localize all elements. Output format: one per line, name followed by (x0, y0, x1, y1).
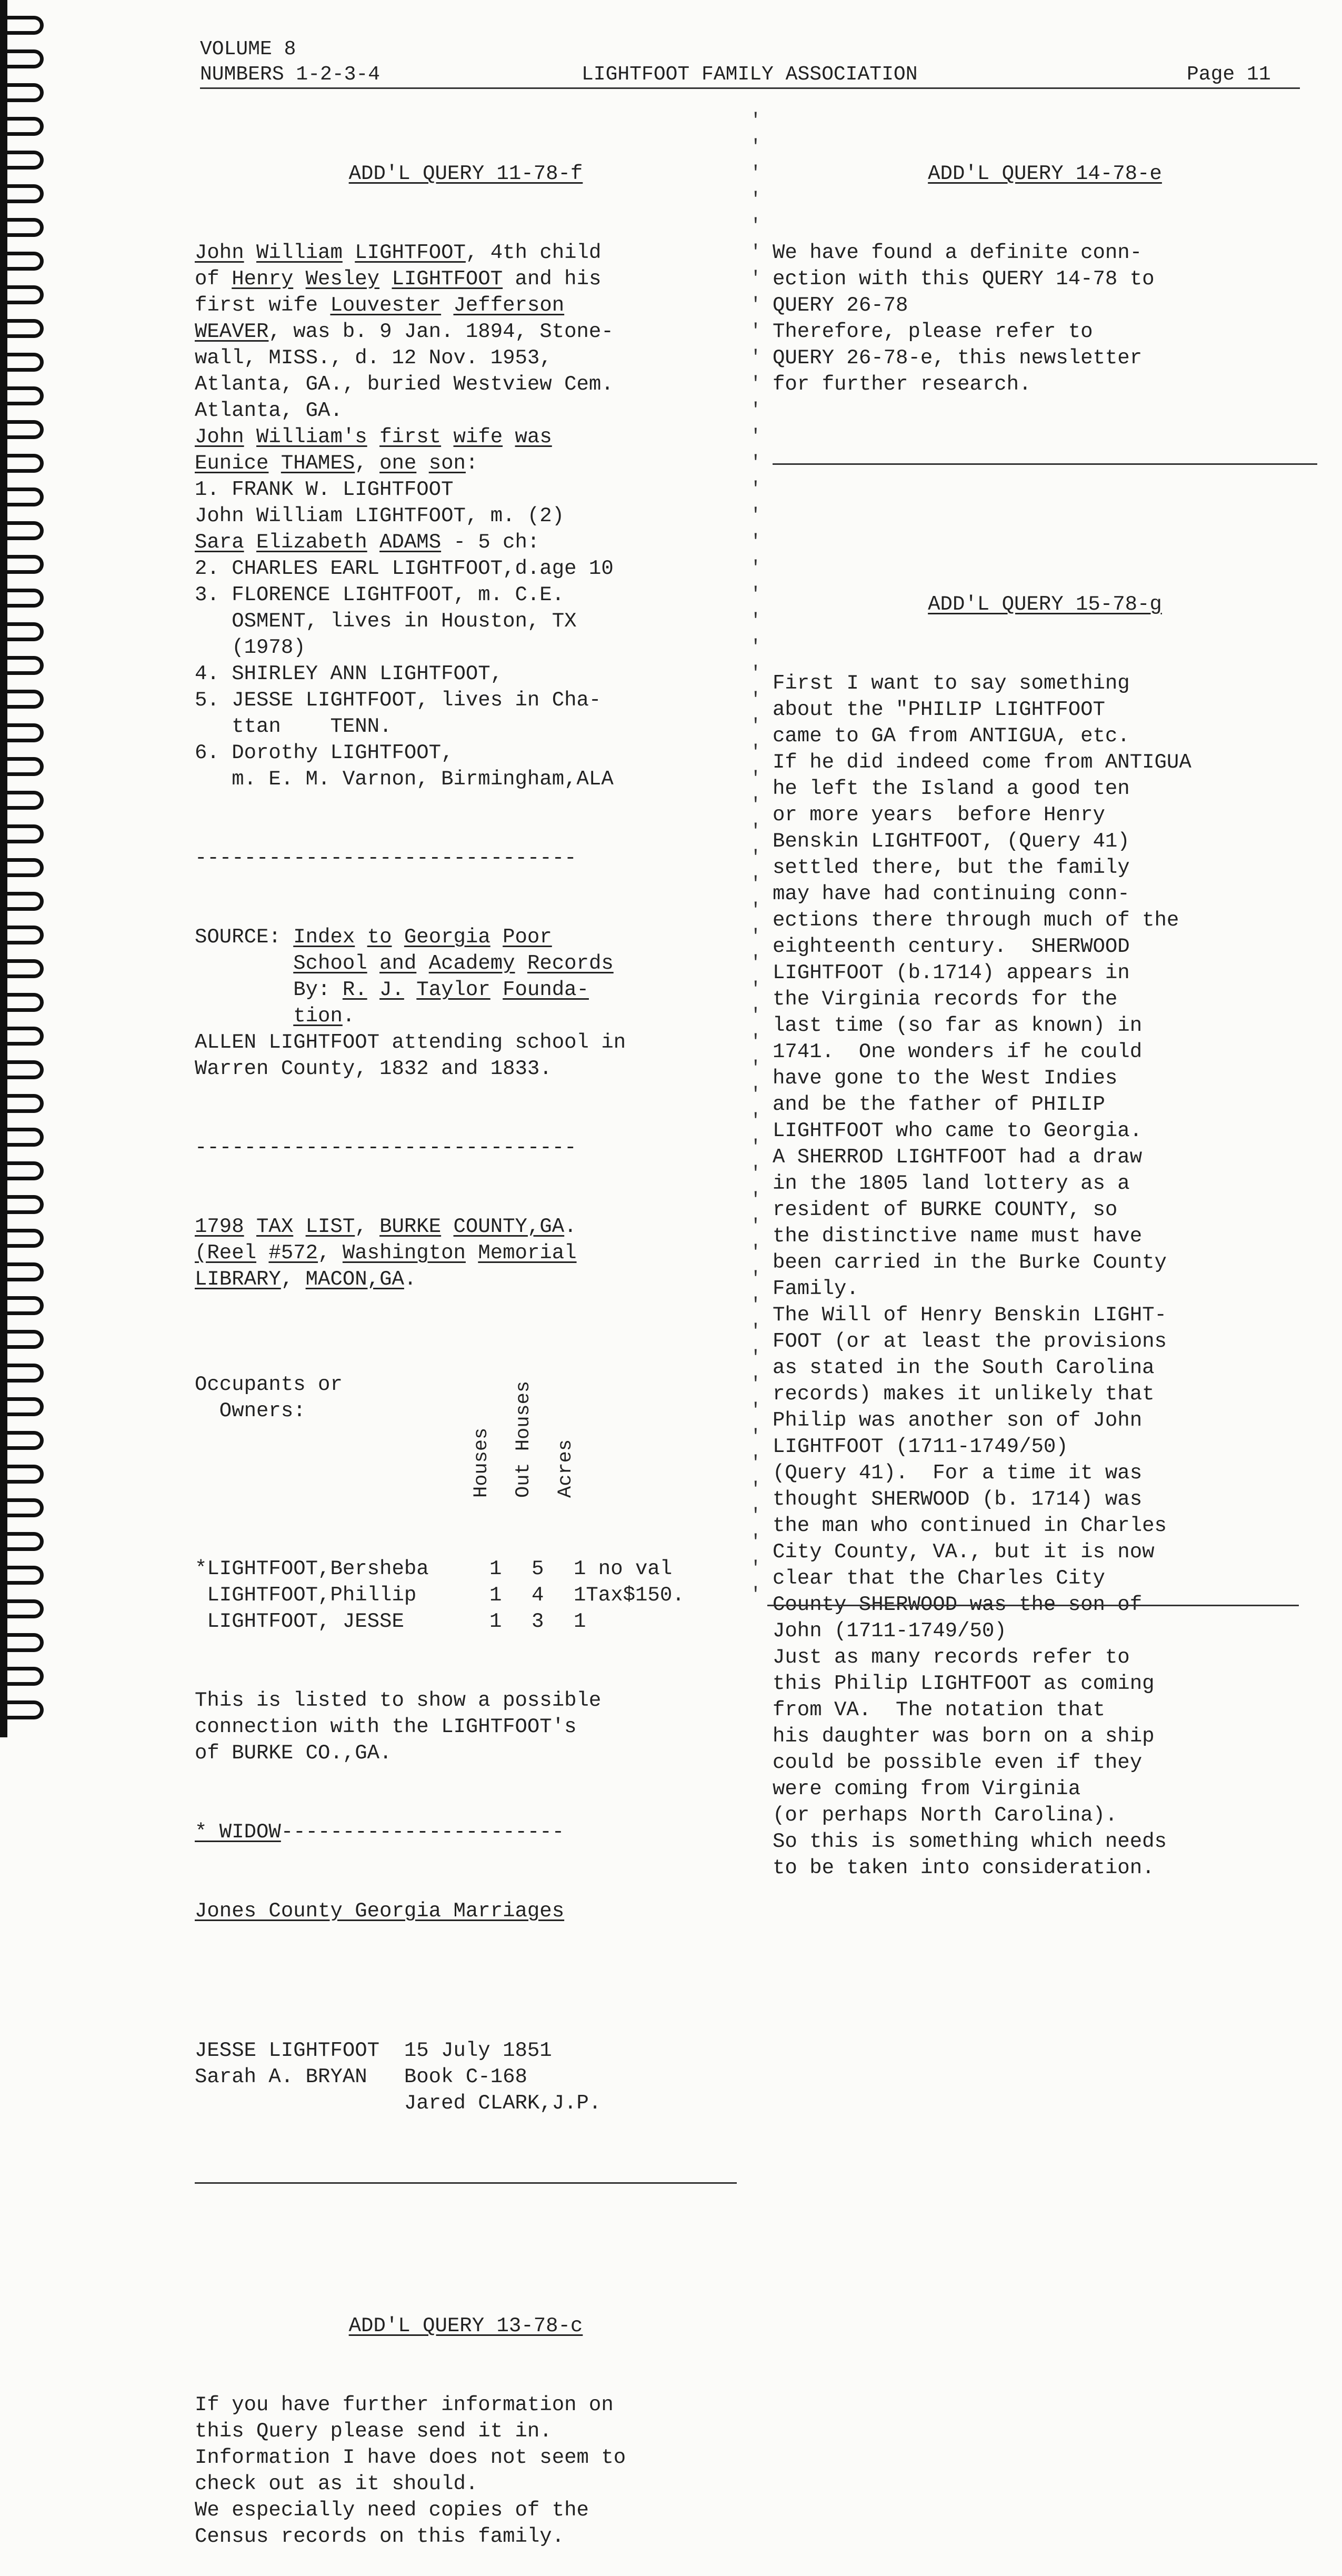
binding-ring (3, 488, 44, 506)
binding-ring (3, 1262, 44, 1281)
text-line: the man who continued in Charles (773, 1514, 1167, 1537)
binding-ring (3, 83, 44, 102)
text-line: and be the father of PHILIP (773, 1093, 1105, 1116)
binding-ring (3, 723, 44, 742)
widow-footnote: * WIDOW----------------------- (195, 1821, 565, 1844)
bottom-rule (767, 1605, 1299, 1606)
marriage-record (195, 2037, 737, 2116)
binding-ring (3, 1599, 44, 1618)
binding-ring (3, 993, 44, 1012)
marriages-heading: Jones County Georgia Marriages (195, 1899, 565, 1923)
tax-table-row (195, 1608, 737, 1635)
tax-cell-out: 4 (532, 1584, 544, 1607)
text-line: of Henry Wesley LIGHTFOOT and his (195, 267, 602, 291)
tax-cell-out: 5 (532, 1557, 544, 1580)
tax-table (195, 1371, 737, 1503)
text-line: Just as many records refer to (773, 1646, 1130, 1669)
text-line: We have found a definite conn- (773, 241, 1143, 264)
text-line: Philip was another son of John (773, 1409, 1143, 1432)
page-header (200, 37, 1300, 89)
text-line: So this is something which needs (773, 1830, 1167, 1853)
text-line: could be possible even if they (773, 1751, 1143, 1774)
tax-cell-out: 3 (532, 1610, 544, 1633)
left-column (195, 108, 737, 2576)
text-line: Eunice THAMES, one son: (195, 452, 478, 475)
binding-ring (3, 656, 44, 675)
text-line: Warren County, 1832 and 1833. (195, 1057, 552, 1080)
tax-cell-name: LIGHTFOOT,Phillip (195, 1584, 417, 1607)
text-line: If he did indeed come from ANTIGUA (773, 751, 1191, 774)
text-line: of BURKE CO.,GA. (195, 1742, 392, 1765)
text-line: Jared CLARK,J.P. (195, 2092, 602, 2115)
page-number: Page 11 (1187, 63, 1271, 86)
binding-ring (3, 1094, 44, 1113)
text-line: LIGHTFOOT (b.1714) appears in (773, 961, 1130, 984)
column-separator: ' ' ' ' ' ' ' ' ' ' ' ' ' ' ' ' ' ' ' ' ' ' ' ' ' ' ' ' ' ' ' ' ' ' ' ' ' ' ' ' ' ' ' ' ' ' ' ' ' ' ' ' ' ' ' ' ' (750, 110, 762, 1606)
binding-ring (3, 1027, 44, 1046)
binding-ring (3, 926, 44, 944)
text-line: came to GA from ANTIGUA, etc. (773, 724, 1130, 748)
text-line: were coming from Virginia (773, 1777, 1081, 1801)
text-line: WEAVER, was b. 9 Jan. 1894, Stone- (195, 320, 614, 343)
binding-ring (3, 1700, 44, 1719)
source-block (195, 924, 737, 1082)
text-line: settled there, but the family (773, 856, 1130, 879)
tax-col-header-acres: Acres (555, 1439, 577, 1498)
volume-label: VOLUME 8 (200, 38, 296, 61)
binding-ring (3, 959, 44, 978)
numbers-label: NUMBERS 1-2-3-4 (200, 63, 380, 86)
tax-owners-label: Occupants or (195, 1373, 343, 1396)
binding-ring (3, 1296, 44, 1315)
binding-ring (3, 1397, 44, 1416)
text-line: as stated in the South Carolina (773, 1356, 1155, 1379)
binding-ring (3, 1465, 44, 1484)
text-line: to be taken into consideration. (773, 1856, 1155, 1879)
text-line: wall, MISS., d. 12 Nov. 1953, (195, 346, 552, 370)
query-11-body (195, 240, 737, 792)
binding-ring (3, 454, 44, 473)
text-line: tion. (293, 1004, 355, 1028)
text-line: Sara Elizabeth ADAMS - 5 ch: (195, 531, 540, 554)
query-11-heading: ADD'L QUERY 11-78-f (348, 162, 583, 185)
binding-ring (3, 1060, 44, 1079)
text-line: 1741. One wonders if he could (773, 1040, 1143, 1063)
binding-ring (3, 218, 44, 237)
binding-ring (3, 858, 44, 877)
binding-ring (3, 589, 44, 608)
text-line: eighteenth century. SHERWOOD (773, 935, 1130, 958)
text-line: in the 1805 land lottery as a (773, 1172, 1130, 1195)
binding-ring (3, 1330, 44, 1349)
text-line: Family. (773, 1277, 859, 1300)
text-line: Census records on this family. (195, 2525, 565, 2548)
binding-ring (3, 791, 44, 810)
binding-ring (3, 622, 44, 641)
tax-cell-houses: 1 (489, 1584, 502, 1607)
text-line: may have had continuing conn- (773, 882, 1130, 906)
section-rule (773, 450, 1317, 465)
text-line: The Will of Henry Benskin LIGHT- (773, 1304, 1167, 1327)
text-line: Benskin LIGHTFOOT, (Query 41) (773, 830, 1130, 853)
text-line: By: R. J. Taylor Founda- (195, 978, 589, 1001)
binding-ring (3, 824, 44, 843)
text-line: the distinctive name must have (773, 1225, 1143, 1248)
binding-ring (3, 1128, 44, 1147)
tax-cell-acres: 1Tax$150. (574, 1584, 685, 1607)
section-rule (195, 2169, 737, 2184)
binding-ring (3, 1229, 44, 1248)
text-line: his daughter was born on a ship (773, 1725, 1155, 1748)
text-line: this Philip LIGHTFOOT as coming (773, 1672, 1155, 1695)
text-line: 5. JESSE LIGHTFOOT, lives in Cha- (195, 689, 602, 712)
tax-table-row (195, 1582, 737, 1608)
text-line: (or perhaps North Carolina). (773, 1804, 1118, 1827)
query-13-heading: ADD'L QUERY 13-78-c (348, 2314, 583, 2338)
text-line: records) makes it unlikely that (773, 1383, 1155, 1406)
tax-list-note (195, 1687, 737, 1766)
tax-col-header-out-houses: Out Houses (513, 1380, 535, 1498)
text-line: 3. FLORENCE LIGHTFOOT, m. C.E. (195, 583, 565, 606)
tax-table-row (195, 1556, 737, 1582)
text-line: resident of BURKE COUNTY, so (773, 1198, 1118, 1221)
dash-separator: ------------------------------- (195, 847, 577, 870)
text-line: or more years before Henry (773, 803, 1105, 827)
text-line: LIBRARY, MACON,GA. (195, 1268, 417, 1291)
tax-col-header-houses: Houses (470, 1427, 493, 1498)
text-line: connection with the LIGHTFOOT's (195, 1715, 577, 1738)
binding-ring (3, 319, 44, 338)
text-line: 1. FRANK W. LIGHTFOOT (195, 478, 454, 501)
text-line: School and Academy Records (293, 952, 614, 975)
binding-ring (3, 1667, 44, 1686)
text-line: thought SHERWOOD (b. 1714) was (773, 1488, 1143, 1511)
text-line: ALLEN LIGHTFOOT attending school in (195, 1031, 626, 1054)
binding-ring (3, 151, 44, 170)
text-line: A SHERROD LIGHTFOOT had a draw (773, 1146, 1143, 1169)
text-line: 4. SHIRLEY ANN LIGHTFOOT, (195, 662, 503, 685)
query-13-body (195, 2392, 737, 2550)
text-line: Information I have does not seem to (195, 2446, 626, 2469)
text-line: for further research. (773, 373, 1031, 396)
query-15-heading: ADD'L QUERY 15-78-g (928, 593, 1162, 616)
text-line: been carried in the Burke County (773, 1251, 1167, 1274)
text-line: Atlanta, GA., buried Westview Cem. (195, 373, 614, 396)
newsletter-title: LIGHTFOOT FAMILY ASSOCIATION (582, 63, 918, 86)
tax-cell-houses: 1 (489, 1610, 502, 1633)
text-line: m. E. M. Varnon, Birmingham,ALA (195, 768, 614, 791)
binding-ring (3, 1195, 44, 1214)
text-line: he left the Island a good ten (773, 777, 1130, 800)
binding-ring (3, 420, 44, 439)
text-line: City County, VA., but it is now (773, 1540, 1155, 1564)
binding-ring (3, 690, 44, 709)
text-line: QUERY 26-78 (773, 294, 908, 317)
text-line: 2. CHARLES EARL LIGHTFOOT,d.age 10 (195, 557, 614, 580)
text-line: ections there through much of the (773, 909, 1179, 932)
tax-list-heading-block (195, 1214, 737, 1292)
binding-ring (3, 1431, 44, 1450)
tax-cell-acres: 1 (574, 1610, 586, 1633)
text-line: (1978) (195, 636, 306, 659)
query-15-body (773, 670, 1317, 1881)
tax-cell-name: LIGHTFOOT, JESSE (195, 1610, 404, 1633)
binding-ring (3, 1532, 44, 1551)
text-line: 1798 TAX LIST, BURKE COUNTY,GA. (195, 1215, 577, 1238)
spiral-binding (0, 0, 50, 1737)
text-line: (Reel #572, Washington Memorial (195, 1241, 577, 1265)
binding-ring (3, 757, 44, 776)
binding-ring (3, 386, 44, 405)
text-line: FOOT (or at least the provisions (773, 1330, 1167, 1353)
text-line: ection with this QUERY 14-78 to (773, 267, 1155, 291)
query-14-heading: ADD'L QUERY 14-78-e (928, 162, 1162, 185)
text-line: clear that the Charles City (773, 1567, 1105, 1590)
binding-ring (3, 1161, 44, 1180)
text-line: from VA. The notation that (773, 1698, 1105, 1722)
text-line: John (1711-1749/50) (773, 1619, 1007, 1643)
tax-cell-houses: 1 (489, 1557, 502, 1580)
binding-ring (3, 1498, 44, 1517)
binding-ring (3, 1633, 44, 1652)
text-line: LIGHTFOOT who came to Georgia. (773, 1119, 1143, 1142)
text-line: John William's first wife was (195, 425, 552, 449)
query-14-body (773, 240, 1317, 397)
text-line: check out as it should. (195, 2472, 478, 2495)
binding-ring (3, 49, 44, 68)
text-line: (Query 41). For a time it was (773, 1461, 1143, 1485)
tax-cell-name: *LIGHTFOOT,Bersheba (195, 1557, 429, 1580)
dash-separator: ------------------------------- (195, 1136, 577, 1159)
text-line: County SHERWOOD was the son of (773, 1593, 1143, 1616)
text-line: the Virginia records for the (773, 988, 1118, 1011)
binding-ring (3, 521, 44, 540)
text-line: Therefore, please refer to (773, 320, 1093, 343)
text-line: LIGHTFOOT (1711-1749/50) (773, 1435, 1068, 1458)
text-line: about the "PHILIP LIGHTFOOT (773, 698, 1105, 721)
text-line: last time (so far as known) in (773, 1014, 1143, 1037)
binding-ring (3, 184, 44, 203)
text-line: John William LIGHTFOOT, 4th child (195, 241, 602, 264)
text-line: this Query please send it in. (195, 2420, 552, 2443)
text-line: First I want to say something (773, 672, 1130, 695)
binding-ring (3, 892, 44, 911)
text-line: We especially need copies of the (195, 2499, 589, 2522)
tax-cell-acres: 1 no val (574, 1557, 673, 1580)
binding-ring (3, 1364, 44, 1383)
binding-ring (3, 555, 44, 574)
text-line: 6. Dorothy LIGHTFOOT, (195, 741, 454, 764)
text-line: SOURCE: Index to Georgia Poor (195, 926, 552, 949)
binding-ring (3, 117, 44, 136)
text-line: QUERY 26-78-e, this newsletter (773, 346, 1143, 370)
tax-table-rows (195, 1556, 737, 1635)
binding-ring (3, 285, 44, 304)
binding-ring (3, 252, 44, 271)
text-line: first wife Louvester Jefferson (195, 294, 565, 317)
text-line: OSMENT, lives in Houston, TX (195, 610, 577, 633)
text-line: This is listed to show a possible (195, 1689, 602, 1712)
text-line: Atlanta, GA. (195, 399, 343, 422)
text-line: ttan TENN. (195, 715, 392, 738)
binding-ring (3, 353, 44, 372)
text-line: John William LIGHTFOOT, m. (2) (195, 504, 565, 528)
text-line: If you have further information on (195, 2393, 614, 2416)
text-line: have gone to the West Indies (773, 1067, 1118, 1090)
text-line: Sarah A. BRYAN Book C-168 (195, 2065, 527, 2088)
text-line: JESSE LIGHTFOOT 15 July 1851 (195, 2039, 552, 2062)
binding-ring (3, 1566, 44, 1585)
right-column (773, 108, 1317, 1907)
binding-ring (3, 16, 44, 35)
tax-owners-label: Owners: (195, 1399, 306, 1423)
